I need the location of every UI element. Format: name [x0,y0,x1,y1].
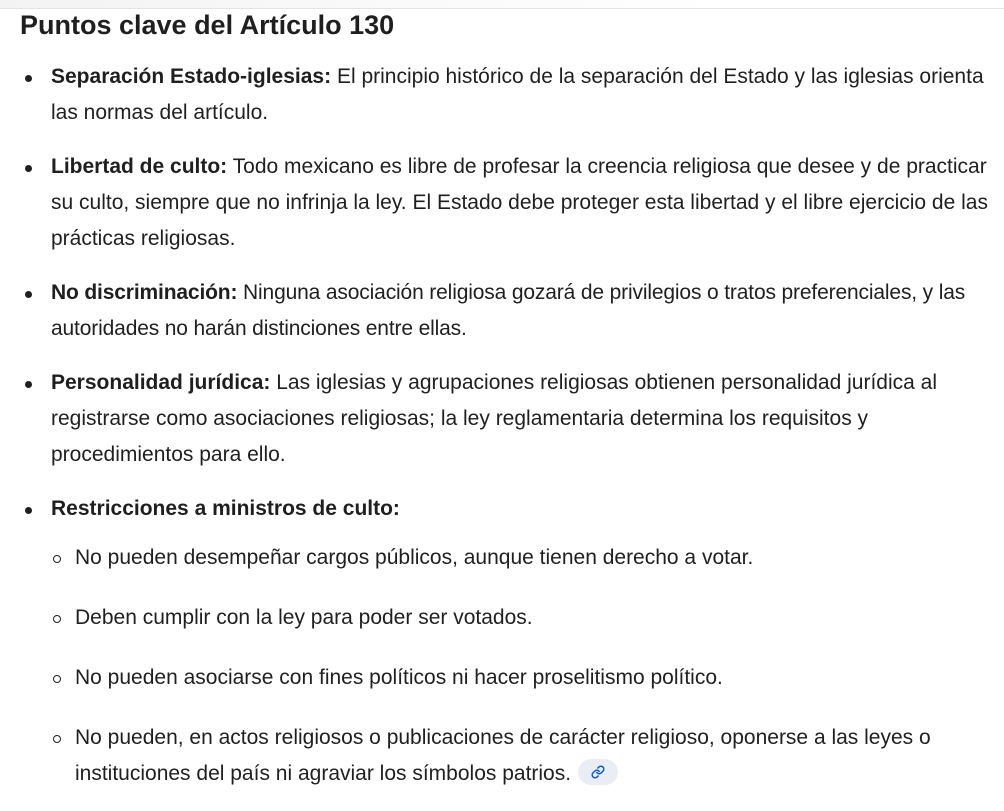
subpoint-text: No pueden, en actos religiosos o publicaciones de carácter religioso, oponerse a las leyes o instituciones del país ni agraviar los símbolos patrios. [75,726,931,785]
bullet-circle [53,615,61,623]
list-item-separacion [20,59,1000,131]
point-term: Separación Estado-iglesias: [51,65,332,88]
bullet-dot [25,165,32,172]
sublist-item [51,540,1000,576]
bullet-dot [25,381,32,388]
key-points-list [20,59,1000,792]
point-term: Personalidad jurídica: [51,371,271,394]
sublist-item [51,600,1000,636]
list-item-restricciones [20,491,1000,792]
subpoint-text: No pueden asociarse con fines políticos ni hacer proselitismo político. [75,666,723,689]
bullet-dot [25,291,32,298]
point-text: Todo mexicano es libre de profesar la creencia religiosa que desee y de practicar su culto, siempre que no infrinja la ley. El Estado debe proteger esta libertad y el libre ejercicio de las prácticas religiosas. [51,155,988,250]
point-term: No discriminación: [51,281,238,304]
bullet-circle [53,555,61,563]
section-heading: Puntos clave del Artículo 130 [20,10,395,40]
restrictions-sublist [51,540,1000,792]
sublist-item [51,720,1000,792]
point-text: Las iglesias y agrupaciones religiosas obtienen personalidad jurídica al registrarse como asociaciones religiosas; la ley reglamentaria determina los requisitos y procedimientos para ello. [51,371,937,466]
point-text: El principio histórico de la separación del Estado y las iglesias orienta las normas del artículo. [51,65,984,124]
top-divider [0,0,1004,9]
bullet-circle [53,735,61,743]
point-term: Libertad de culto: [51,155,228,178]
source-link-button[interactable] [578,759,618,785]
bullet-circle [53,675,61,683]
list-item-personalidad [20,365,1000,473]
link-icon [591,765,605,779]
top-fade [0,0,720,8]
subpoint-text: Deben cumplir con la ley para poder ser votados. [75,606,533,629]
sublist-item [51,660,1000,696]
bullet-dot [25,507,32,514]
subpoint-text: No pueden desempeñar cargos públicos, aunque tienen derecho a votar. [75,546,754,569]
list-item-no-discriminacion [20,275,1000,347]
point-term: Restricciones a ministros de culto: [51,497,400,520]
bullet-dot [25,75,32,82]
point-text: Ninguna asociación religiosa gozará de privilegios o tratos preferenciales, y las autoridades no harán distinciones entre ellas. [51,281,966,340]
list-item-libertad [20,149,1000,257]
